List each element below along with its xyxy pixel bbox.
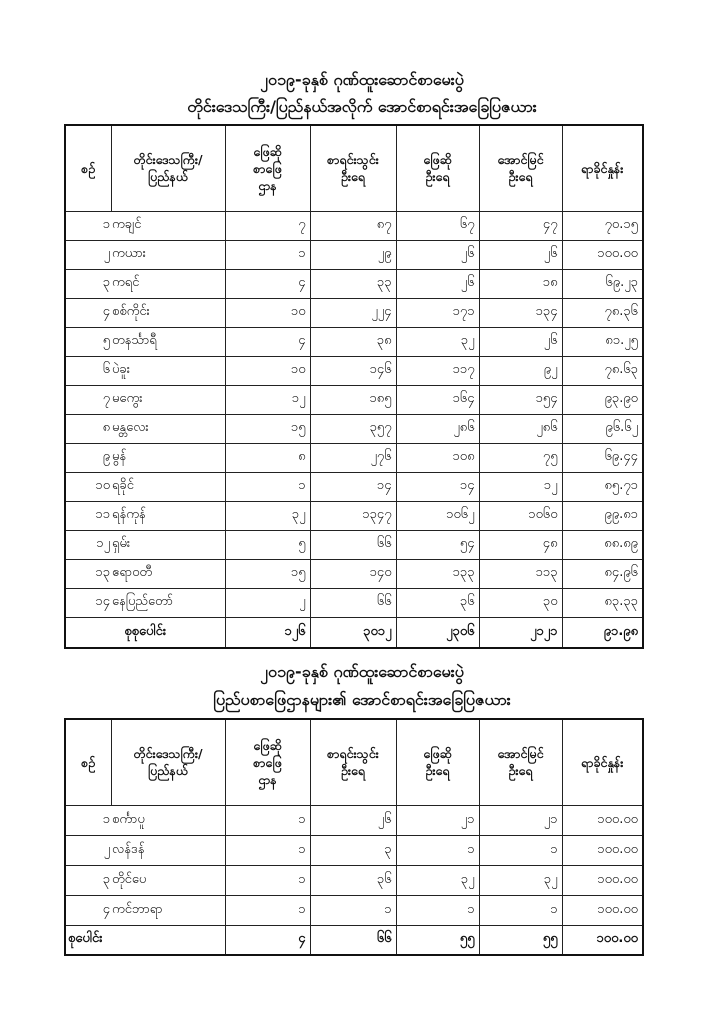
cell-sat: ၃၆	[396, 588, 479, 617]
cell-passed: ၁၂	[479, 472, 562, 501]
total-passed: ၂၁၂၁	[479, 617, 562, 648]
header-centers-line2: စာဖြေ	[253, 754, 282, 770]
header-region	[111, 125, 225, 211]
cell-sat: ၁၄	[396, 472, 479, 501]
cell-centers: ၁၅	[225, 414, 310, 443]
cell-registered: ၁၈၅	[310, 385, 396, 414]
cell-passed: ၁	[479, 895, 562, 925]
header-registered-line2: ဦးရေ	[340, 169, 366, 185]
cell-centers: ၄	[225, 269, 310, 298]
cell-registered: ၃၃	[310, 269, 396, 298]
total-percent: ၁၀၀.၀၀	[562, 925, 643, 955]
header-percent: ရာခိုင်နှုန်း	[562, 719, 643, 805]
cell-sat: ၁	[396, 835, 479, 865]
header-sat-line2: ဦးရေ	[425, 169, 450, 185]
cell-percent: ၇၈.၃၆	[562, 298, 643, 327]
cell-region: စစ်ကိုင်း	[111, 298, 225, 327]
table-row	[65, 327, 643, 356]
cell-centers: ၃၂	[225, 501, 310, 530]
cell-percent: ၆၉.၄၄	[562, 443, 643, 472]
cell-serial: ၅	[65, 327, 111, 356]
cell-serial: ၃	[65, 269, 111, 298]
total-sat: ၅၅	[396, 925, 479, 955]
table-row	[65, 240, 643, 269]
cell-region: ဧရာဝတီ	[111, 559, 225, 588]
cell-passed: ၁	[479, 835, 562, 865]
cell-serial: ၁၂	[65, 530, 111, 559]
cell-passed: ၁၅၄	[479, 385, 562, 414]
header-centers-line1: ဖြေဆို	[253, 737, 282, 753]
total-percent: ၉၁.၉၈	[562, 617, 643, 648]
cell-serial: ၁၁	[65, 501, 111, 530]
cell-passed: ၁၁၃	[479, 559, 562, 588]
table-header-row	[65, 719, 643, 805]
cell-registered: ၃၅၇	[310, 414, 396, 443]
header-region-line1: တိုင်းဒေသကြီး/	[133, 152, 203, 168]
cell-registered: ၆၆	[310, 530, 396, 559]
cell-percent: ၈၁.၂၅	[562, 327, 643, 356]
cell-serial: ၉	[65, 443, 111, 472]
cell-sat: ၂၆	[396, 269, 479, 298]
cell-passed: ၃၂	[479, 865, 562, 895]
cell-region: မကွေး	[111, 385, 225, 414]
cell-registered: ၆၆	[310, 588, 396, 617]
cell-region: ရှမ်း	[111, 530, 225, 559]
cell-passed: ၂၈၆	[479, 414, 562, 443]
cell-percent: ၉၉.၈၁	[562, 501, 643, 530]
cell-serial: ၇	[65, 385, 111, 414]
table-row	[65, 588, 643, 617]
cell-region: နေပြည်တော်	[111, 588, 225, 617]
cell-region: ကရင်	[111, 269, 225, 298]
cell-centers: ၁၀	[225, 356, 310, 385]
cell-passed: ၉၂	[479, 356, 562, 385]
cell-registered: ၂၆	[310, 805, 396, 835]
total-sat: ၂၃၀၆	[396, 617, 479, 648]
cell-region: တိုင်ပေ	[111, 865, 225, 895]
cell-sat: ၁	[396, 895, 479, 925]
table1-title-line2: တိုင်းဒေသကြီး/ပြည်နယ်အလိုက် အောင်စာရင်းအခြေပြဇယား	[187, 97, 537, 116]
cell-passed: ၁၃၄	[479, 298, 562, 327]
table-row	[65, 835, 643, 865]
header-passed-line1: အောင်မြင်	[497, 746, 544, 762]
cell-region: မွန်	[111, 443, 225, 472]
cell-serial: ၄	[65, 298, 111, 327]
cell-percent: ၇၈.၆၃	[562, 356, 643, 385]
cell-sat: ၂၁	[396, 805, 479, 835]
cell-region: စင်္ကာပူ	[111, 805, 225, 835]
header-passed-line1: အောင်မြင်	[497, 152, 544, 168]
header-sat-line1: ဖြေဆို	[423, 746, 452, 762]
cell-registered: ၃	[310, 835, 396, 865]
table-row	[65, 472, 643, 501]
header-centers	[225, 125, 310, 211]
cell-centers: ၁	[225, 240, 310, 269]
header-sat	[396, 125, 479, 211]
header-serial: စဉ်	[65, 719, 111, 805]
cell-percent: ၁၀၀.၀၀	[562, 240, 643, 269]
table2-title-line2: ပြည်ပစာဖြေဌာနများ၏ အောင်စာရင်းအခြေပြဇယား	[213, 690, 511, 709]
header-centers-line1: ဖြေဆို	[253, 143, 282, 159]
cell-passed: ၁၈	[479, 269, 562, 298]
table-row	[65, 895, 643, 925]
table1-title-line1: ၂၀၁၉-ခုနှစ် ဂုဏ်ထူးဆောင်စာမေးပွဲ	[260, 70, 464, 89]
cell-sat: ၁၁၇	[396, 356, 479, 385]
cell-centers: ၁၅	[225, 559, 310, 588]
cell-sat: ၁၆၄	[396, 385, 479, 414]
header-centers-line3: ဌာန	[258, 771, 277, 787]
cell-region: ကယား	[111, 240, 225, 269]
cell-centers: ၁	[225, 805, 310, 835]
cell-registered: ၁၄၆	[310, 356, 396, 385]
regional-results-table	[64, 124, 644, 649]
header-registered-line1: စာရင်းသွင်း	[327, 746, 379, 762]
cell-serial: ၆	[65, 356, 111, 385]
header-centers-line2: စာဖြေ	[253, 160, 282, 176]
cell-percent: ၈၄.၉၆	[562, 559, 643, 588]
header-passed	[479, 719, 562, 805]
header-registered	[310, 719, 396, 805]
cell-sat: ၃၂	[396, 327, 479, 356]
cell-registered: ၃၈	[310, 327, 396, 356]
cell-serial: ၁	[65, 805, 111, 835]
cell-registered: ၃၆	[310, 865, 396, 895]
cell-passed: ၄၈	[479, 530, 562, 559]
cell-percent: ၆၉.၂၃	[562, 269, 643, 298]
cell-percent: ၉၆.၆၂	[562, 414, 643, 443]
table-row	[65, 559, 643, 588]
cell-sat: ၁၀၆၂	[396, 501, 479, 530]
total-centers: ၁၂၆	[225, 617, 310, 648]
cell-percent: ၇၀.၁၅	[562, 211, 643, 240]
total-row	[65, 617, 643, 648]
cell-serial: ၂	[65, 835, 111, 865]
header-sat	[396, 719, 479, 805]
cell-passed: ၂၆	[479, 240, 562, 269]
table-row	[65, 414, 643, 443]
cell-serial: ၃	[65, 865, 111, 895]
cell-percent: ၁၀၀.၀၀	[562, 835, 643, 865]
cell-centers: ၁၀	[225, 298, 310, 327]
cell-region: ကချင်	[111, 211, 225, 240]
cell-percent: ၈၃.၃၃	[562, 588, 643, 617]
header-region-line2: ပြည်နယ်	[148, 169, 188, 185]
cell-centers: ၇	[225, 211, 310, 240]
header-centers-line3: ဌာန	[258, 177, 277, 193]
cell-serial: ၁၀	[65, 472, 111, 501]
cell-region: မန္တလေး	[111, 414, 225, 443]
cell-passed: ၁၀၆၀	[479, 501, 562, 530]
cell-sat: ၁၀၈	[396, 443, 479, 472]
header-centers	[225, 719, 310, 805]
table-row	[65, 211, 643, 240]
header-percent: ရာခိုင်နှုန်း	[562, 125, 643, 211]
cell-serial: ၁၄	[65, 588, 111, 617]
table-row	[65, 501, 643, 530]
header-sat-line1: ဖြေဆို	[423, 152, 452, 168]
cell-registered: ၁၄	[310, 472, 396, 501]
header-sat-line2: ဦးရေ	[425, 763, 450, 779]
cell-region: တနင်္သာရီ	[111, 327, 225, 356]
header-region-line2: ပြည်နယ်	[148, 763, 188, 779]
cell-registered: ၂၇၆	[310, 443, 396, 472]
cell-sat: ၁၇၁	[396, 298, 479, 327]
cell-centers: ၈	[225, 443, 310, 472]
cell-sat: ၃၂	[396, 865, 479, 895]
cell-sat: ၅၄	[396, 530, 479, 559]
table-row	[65, 865, 643, 895]
cell-registered: ၁	[310, 895, 396, 925]
cell-centers: ၁၂	[225, 385, 310, 414]
cell-region: ရန်ကုန်	[111, 501, 225, 530]
cell-centers: ၂	[225, 588, 310, 617]
overseas-results-table	[64, 718, 644, 956]
table-row	[65, 805, 643, 835]
cell-centers: ၅	[225, 530, 310, 559]
cell-centers: ၁	[225, 835, 310, 865]
cell-registered: ၈၇	[310, 211, 396, 240]
cell-passed: ၂၁	[479, 805, 562, 835]
header-passed-line2: ဦးရေ	[508, 169, 533, 185]
cell-serial: ၁	[65, 211, 111, 240]
cell-percent: ၉၃.၉၀	[562, 385, 643, 414]
table-row	[65, 356, 643, 385]
cell-serial: ၄	[65, 895, 111, 925]
total-registered: ၆၆	[310, 925, 396, 955]
cell-serial: ၂	[65, 240, 111, 269]
header-region-line1: တိုင်းဒေသကြီး/	[133, 746, 203, 762]
cell-sat: ၆၇	[396, 211, 479, 240]
cell-sat: ၂၆	[396, 240, 479, 269]
cell-registered: ၂၂၄	[310, 298, 396, 327]
cell-region: ပဲခူး	[111, 356, 225, 385]
total-passed: ၅၅	[479, 925, 562, 955]
cell-serial: ၈	[65, 414, 111, 443]
header-passed-line2: ဦးရေ	[508, 763, 533, 779]
header-passed	[479, 125, 562, 211]
cell-sat: ၂၈၆	[396, 414, 479, 443]
header-registered-line1: စာရင်းသွင်း	[327, 152, 379, 168]
table-row	[65, 385, 643, 414]
table-row	[65, 269, 643, 298]
cell-sat: ၁၃၃	[396, 559, 479, 588]
cell-registered: ၁၃၄၇	[310, 501, 396, 530]
table-row	[65, 298, 643, 327]
cell-centers: ၄	[225, 327, 310, 356]
cell-registered: ၁၄၀	[310, 559, 396, 588]
cell-percent: ၁၀၀.၀၀	[562, 895, 643, 925]
total-label: စုပေါင်း	[65, 925, 225, 955]
total-row	[65, 925, 643, 955]
cell-percent: ၈၅.၇၁	[562, 472, 643, 501]
cell-passed: ၇၅	[479, 443, 562, 472]
header-registered-line2: ဦးရေ	[340, 763, 366, 779]
cell-region: ကင်ဘာရာ	[111, 895, 225, 925]
cell-passed: ၂၆	[479, 327, 562, 356]
cell-centers: ၁	[225, 472, 310, 501]
cell-region: ရခိုင်	[111, 472, 225, 501]
header-registered	[310, 125, 396, 211]
cell-centers: ၁	[225, 865, 310, 895]
cell-centers: ၁	[225, 895, 310, 925]
total-registered: ၃၀၁၂	[310, 617, 396, 648]
cell-percent: ၈၈.၈၉	[562, 530, 643, 559]
cell-serial: ၁၃	[65, 559, 111, 588]
total-centers: ၄	[225, 925, 310, 955]
header-region	[111, 719, 225, 805]
table-row	[65, 443, 643, 472]
cell-percent: ၁၀၀.၀၀	[562, 865, 643, 895]
header-serial: စဉ်	[65, 125, 111, 211]
total-label: စုစုပေါင်း	[65, 617, 225, 648]
cell-percent: ၁၀၀.၀၀	[562, 805, 643, 835]
cell-region: လန်ဒန်	[111, 835, 225, 865]
table2-title-line1: ၂၀၁၉-ခုနှစ် ဂုဏ်ထူးဆောင်စာမေးပွဲ	[260, 662, 464, 681]
cell-passed: ၃၀	[479, 588, 562, 617]
cell-passed: ၄၇	[479, 211, 562, 240]
cell-registered: ၂၉	[310, 240, 396, 269]
table-row	[65, 530, 643, 559]
table-header-row	[65, 125, 643, 211]
